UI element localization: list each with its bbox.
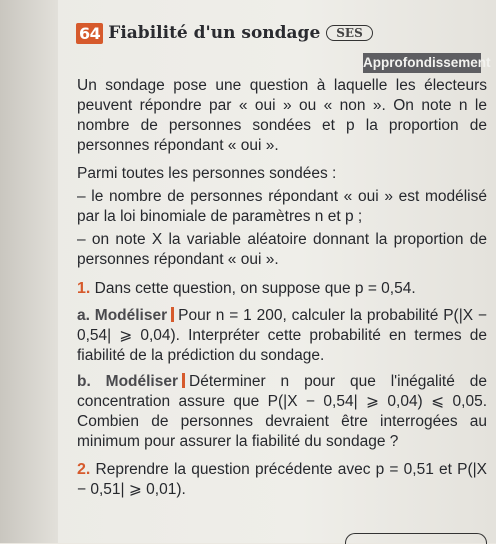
level-tag: Approfondissement [363, 53, 481, 73]
question-2 [77, 460, 487, 500]
question-1-text: Dans cette question, on suppose que p = 0,54. [94, 280, 416, 297]
exercise-title: Fiabilité d'un sondage [108, 23, 321, 43]
next-exercise-badge-edge [345, 533, 487, 544]
exercise-number: 64 [76, 23, 103, 44]
question-1a [77, 306, 487, 366]
bullet-binomial: – le nombre de personnes répondant « oui » est modélisé par la loi binomiale de paramètres n et p ; [77, 188, 487, 225]
question-1 [77, 279, 487, 299]
question-1a-text: Pour n = 1 200, calculer la probabilité P(|X − 0,54| ⩾ 0,04). Interpréter cette probabilité en termes de fiabilité de la prédiction du sondage. [77, 307, 487, 364]
page-spine-shadow [0, 0, 58, 543]
exercise-header [76, 20, 373, 46]
question-2-number: 2. [77, 461, 91, 478]
question-1b-text: Déterminer n pour que l'inégalité de concentration assure que P(|X − 0,54| ⩾ 0,04) ⩽ 0,05. Combien de personnes devraient être interrogées au minimum pour assurer la fiabilité du sondage ? [77, 373, 487, 450]
question-1b-label: b. Modéliser [77, 373, 179, 390]
ses-badge: SES [326, 25, 372, 41]
question-1a-label: a. Modéliser [77, 307, 168, 324]
bullet-variable: – on note X la variable aléatoire donnant la proportion de personnes répondant « oui ». [77, 231, 487, 268]
question-1b [77, 372, 487, 452]
exercise-body [77, 76, 487, 500]
label-separator [182, 373, 185, 388]
question-1-number: 1. [77, 280, 91, 297]
label-separator [171, 307, 174, 322]
intro-paragraph: Un sondage pose une question à laquelle les électeurs peuvent répondre par « oui » ou « non ». On note n le nombre de personnes sondées et p la proportion de personnes répondant « oui ». [77, 77, 487, 154]
lead-line: Parmi toutes les personnes sondées : [77, 165, 337, 182]
question-2-text: Reprendre la question précédente avec p = 0,51 et P(|X − 0,51| ⩾ 0,01). [77, 461, 487, 498]
